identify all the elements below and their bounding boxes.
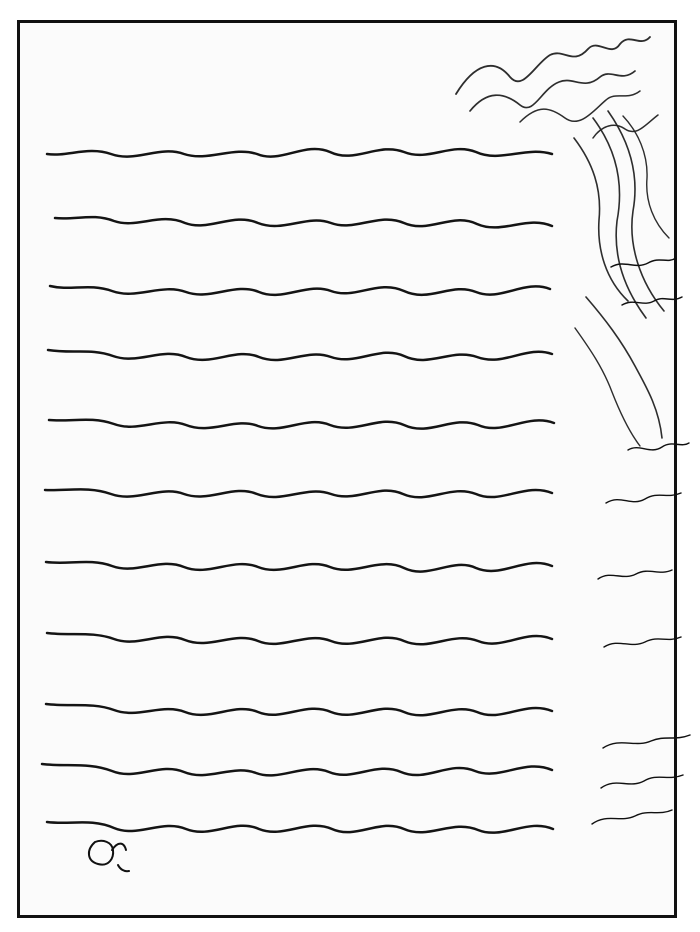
right-marginal-notes bbox=[574, 111, 669, 446]
main-text-lines bbox=[42, 149, 554, 833]
insertions bbox=[592, 258, 690, 824]
top-right-marginal-notes bbox=[456, 37, 658, 138]
page-mark bbox=[89, 841, 129, 871]
